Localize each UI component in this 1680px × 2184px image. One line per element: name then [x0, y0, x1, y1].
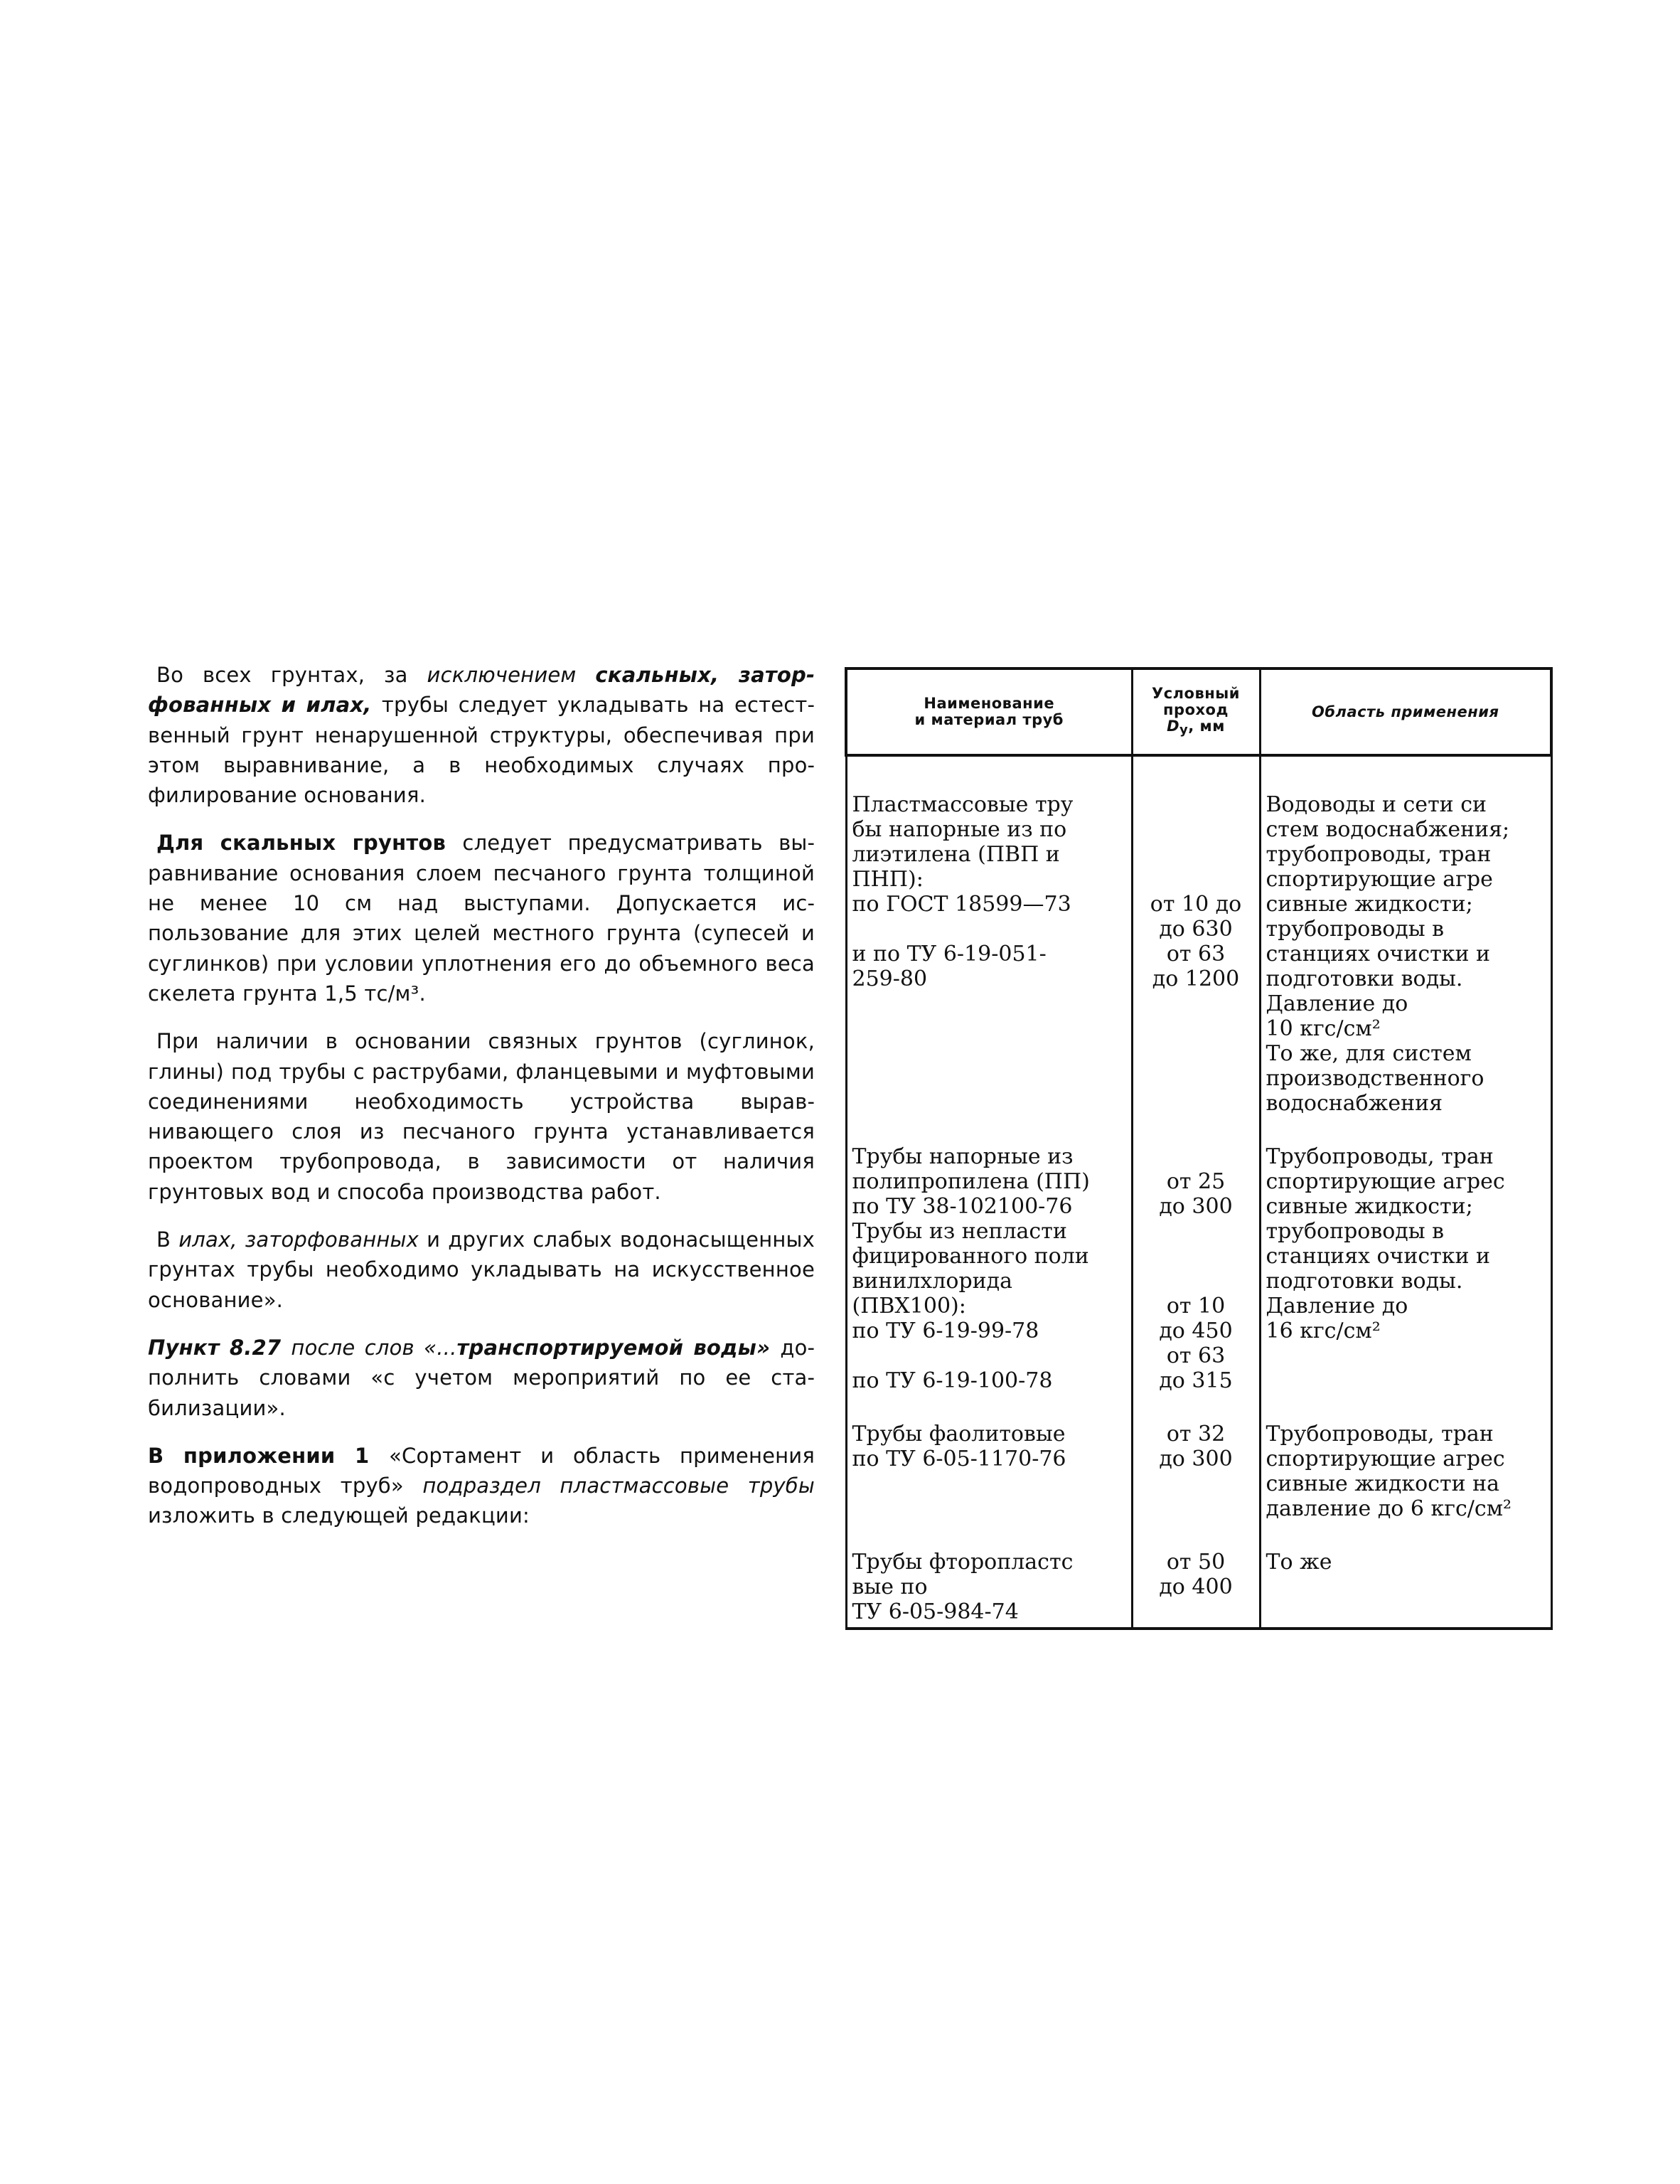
cell-line: сивные жидкости;: [1266, 1194, 1473, 1219]
body-text-column: [148, 660, 815, 1549]
cell-line: лиэтилена (ПВП и: [852, 842, 1060, 867]
cell-line: до 400: [1159, 1575, 1233, 1599]
cell-line: (ПВХ100):: [852, 1294, 966, 1319]
cell-line: трубопроводы в: [1266, 917, 1445, 942]
cell-line: до 300: [1159, 1194, 1233, 1219]
cell-line: [1136, 867, 1256, 892]
cell-name: [846, 1393, 1132, 1521]
cell-line: Трубы фторопластс: [852, 1550, 1074, 1575]
cell-line: стем водоснабжения;: [1266, 817, 1510, 842]
text-run: В приложении 1: [148, 1443, 390, 1468]
cell-line: до 450: [1159, 1319, 1233, 1343]
cell-line: [1136, 1219, 1256, 1244]
cell-line: То же: [1266, 1550, 1332, 1575]
pipes-table: [845, 667, 1553, 1630]
cell-area: [1260, 1116, 1551, 1393]
text-run: При наличии в основании связных грунтов (суглинок, глины) под трубы с раструбами, фланцевыми и муфтовыми соединениями необходимость устройства выравнивающего слоя из песчаного грунта устанавливается проектом трубопровода, в зависимости от наличия грунтовых вод и способа производства работ.: [148, 1029, 815, 1204]
cell-line: давление до 6 кгс/см²: [1266, 1496, 1512, 1521]
text-run: и других слабых водонасыщенных грунтах трубы необходимо укладывать на искусственное основание».: [148, 1227, 815, 1312]
text-run: «Сортамент и область применения водопроводных труб»: [148, 1443, 815, 1498]
cell-line: Трубы фаолитовые: [852, 1422, 1066, 1447]
header-area: Область применения: [1260, 668, 1551, 755]
cell-diameter: [1132, 1116, 1260, 1393]
cell-line: [1136, 792, 1256, 817]
text-run: следует предусматривать выравнивание основания слоем песчаного грунта толщиной не менее 10 см над выступами. Допускается использование для этих целей местного грунта (супесей и суглинков) при условии уплотнения его до объемного веса скелета грунта 1,5 тс/м³.: [148, 831, 815, 1006]
cell-line: трубопроводы, тран: [1266, 842, 1492, 867]
cell-line: спортирующие агре: [1266, 867, 1493, 892]
cell-line: ПНП):: [852, 867, 924, 892]
header-diameter: Условный проход Dу, мм: [1132, 668, 1260, 755]
cell-line: [1136, 1269, 1256, 1294]
cell-line: винилхлорида: [852, 1269, 1013, 1294]
text-run: дополнить словами «с учетом мероприятий по ее стабилизации».: [148, 1335, 815, 1420]
text-run: илах, заторфованных: [178, 1227, 427, 1252]
cell-line: фицированного поли: [852, 1244, 1089, 1269]
text-run: Во всех грунтах, за: [156, 663, 427, 687]
table-header-row: [846, 668, 1551, 755]
cell-line: спортирующие агрес: [1266, 1447, 1505, 1471]
cell-line: [1136, 1244, 1256, 1269]
cell-line: от 63: [1166, 942, 1226, 966]
cell-area: [1260, 755, 1551, 1116]
cell-line: от 63: [1166, 1343, 1226, 1368]
cell-line: 259-80: [852, 966, 928, 991]
cell-line: до 630: [1159, 917, 1233, 942]
table-row: [846, 1521, 1551, 1629]
cell-line: [852, 917, 1126, 942]
cell-line: Водоводы и сети си: [1266, 792, 1487, 817]
cell-line: спортирующие агрес: [1266, 1169, 1505, 1194]
cell-line: [852, 1343, 1126, 1368]
cell-line: по ТУ 6-19-100-78: [852, 1368, 1053, 1393]
text-run: транспортируемой воды»: [456, 1335, 781, 1360]
text-run: скальных,: [595, 663, 739, 687]
cell-line: Давление до: [1266, 1294, 1408, 1319]
paragraph-6: [148, 1441, 815, 1531]
cell-line: полипропилена (ПП): [852, 1169, 1090, 1194]
table-row: [846, 1116, 1551, 1393]
cell-line: 10 кгс/см²: [1266, 1016, 1381, 1041]
cell-line: подготовки воды.: [1266, 966, 1463, 991]
cell-line: Трубы напорные из: [852, 1144, 1074, 1169]
table-row: [846, 1393, 1551, 1521]
table-row: [846, 755, 1551, 1116]
cell-area: [1260, 1521, 1551, 1629]
cell-line: от 32: [1166, 1422, 1226, 1447]
text-run: исключением: [427, 663, 596, 687]
cell-line: Трубопроводы, тран: [1266, 1144, 1494, 1169]
cell-line: до 315: [1159, 1368, 1233, 1393]
cell-line: То же, для систем: [1266, 1041, 1472, 1066]
cell-diameter: [1132, 1521, 1260, 1629]
cell-line: Пластмассовые тру: [852, 792, 1074, 817]
cell-line: Трубы из непласти: [852, 1219, 1067, 1244]
text-run: трубы следует укладывать на естественный грунт ненарушенной структуры, обеспечивая при этом выравнивание, а в необходимых случаях профилирование основания.: [148, 693, 815, 808]
cell-line: ТУ 6-05-984-74: [852, 1599, 1019, 1624]
text-run: В: [156, 1227, 179, 1252]
text-run: изложить в следующей редакции:: [148, 1503, 530, 1528]
cell-line: трубопроводы в: [1266, 1219, 1445, 1244]
paragraph-4: [148, 1225, 815, 1315]
cell-line: [1136, 1144, 1256, 1169]
cell-line: и по ТУ 6-19-051-: [852, 942, 1047, 966]
cell-name: [846, 1521, 1132, 1629]
header-name: Наименование и материал труб: [846, 668, 1132, 755]
cell-line: от 10: [1166, 1294, 1226, 1319]
cell-line: станциях очистки и: [1266, 1244, 1491, 1269]
cell-line: бы напорные из по: [852, 817, 1067, 842]
cell-diameter: [1132, 1393, 1260, 1521]
text-run: заторфованных и илах,: [148, 663, 815, 718]
paragraph-3: [148, 1026, 815, 1207]
text-run: Пункт 8.27: [148, 1335, 291, 1360]
text-run: Для скальных грунтов: [156, 831, 463, 856]
cell-line: по ТУ 6-19-99-78: [852, 1319, 1039, 1343]
cell-line: Трубопроводы, тран: [1266, 1422, 1494, 1447]
paragraph-2: [148, 828, 815, 1008]
cell-line: по ТУ 38-102100-76: [852, 1194, 1073, 1219]
cell-line: подготовки воды.: [1266, 1269, 1463, 1294]
cell-diameter: [1132, 755, 1260, 1116]
cell-line: от 10 до: [1150, 892, 1242, 917]
paragraph-5: [148, 1333, 815, 1423]
paragraph-1: [148, 660, 815, 810]
cell-line: [1136, 842, 1256, 867]
cell-line: по ТУ 6-05-1170-76: [852, 1447, 1066, 1471]
cell-line: 16 кгс/см²: [1266, 1319, 1381, 1343]
cell-line: водоснабжения: [1266, 1091, 1443, 1116]
text-run: после слов «...: [291, 1335, 457, 1360]
cell-line: [1136, 817, 1256, 842]
cell-name: [846, 1116, 1132, 1393]
cell-line: до 300: [1159, 1447, 1233, 1471]
cell-line: от 25: [1166, 1169, 1226, 1194]
cell-line: до 1200: [1152, 966, 1240, 991]
cell-line: вые по: [852, 1575, 928, 1599]
cell-line: по ГОСТ 18599—73: [852, 892, 1071, 917]
cell-area: [1260, 1393, 1551, 1521]
cell-line: станциях очистки и: [1266, 942, 1491, 966]
cell-line: Давление до: [1266, 991, 1408, 1016]
cell-line: сивные жидкости;: [1266, 892, 1473, 917]
text-run: подраздел пластмассовые трубы: [422, 1474, 815, 1498]
cell-line: производственного: [1266, 1066, 1484, 1091]
cell-line: от 50: [1166, 1550, 1226, 1575]
cell-line: сивные жидкости на: [1266, 1471, 1500, 1496]
cell-name: [846, 755, 1132, 1116]
